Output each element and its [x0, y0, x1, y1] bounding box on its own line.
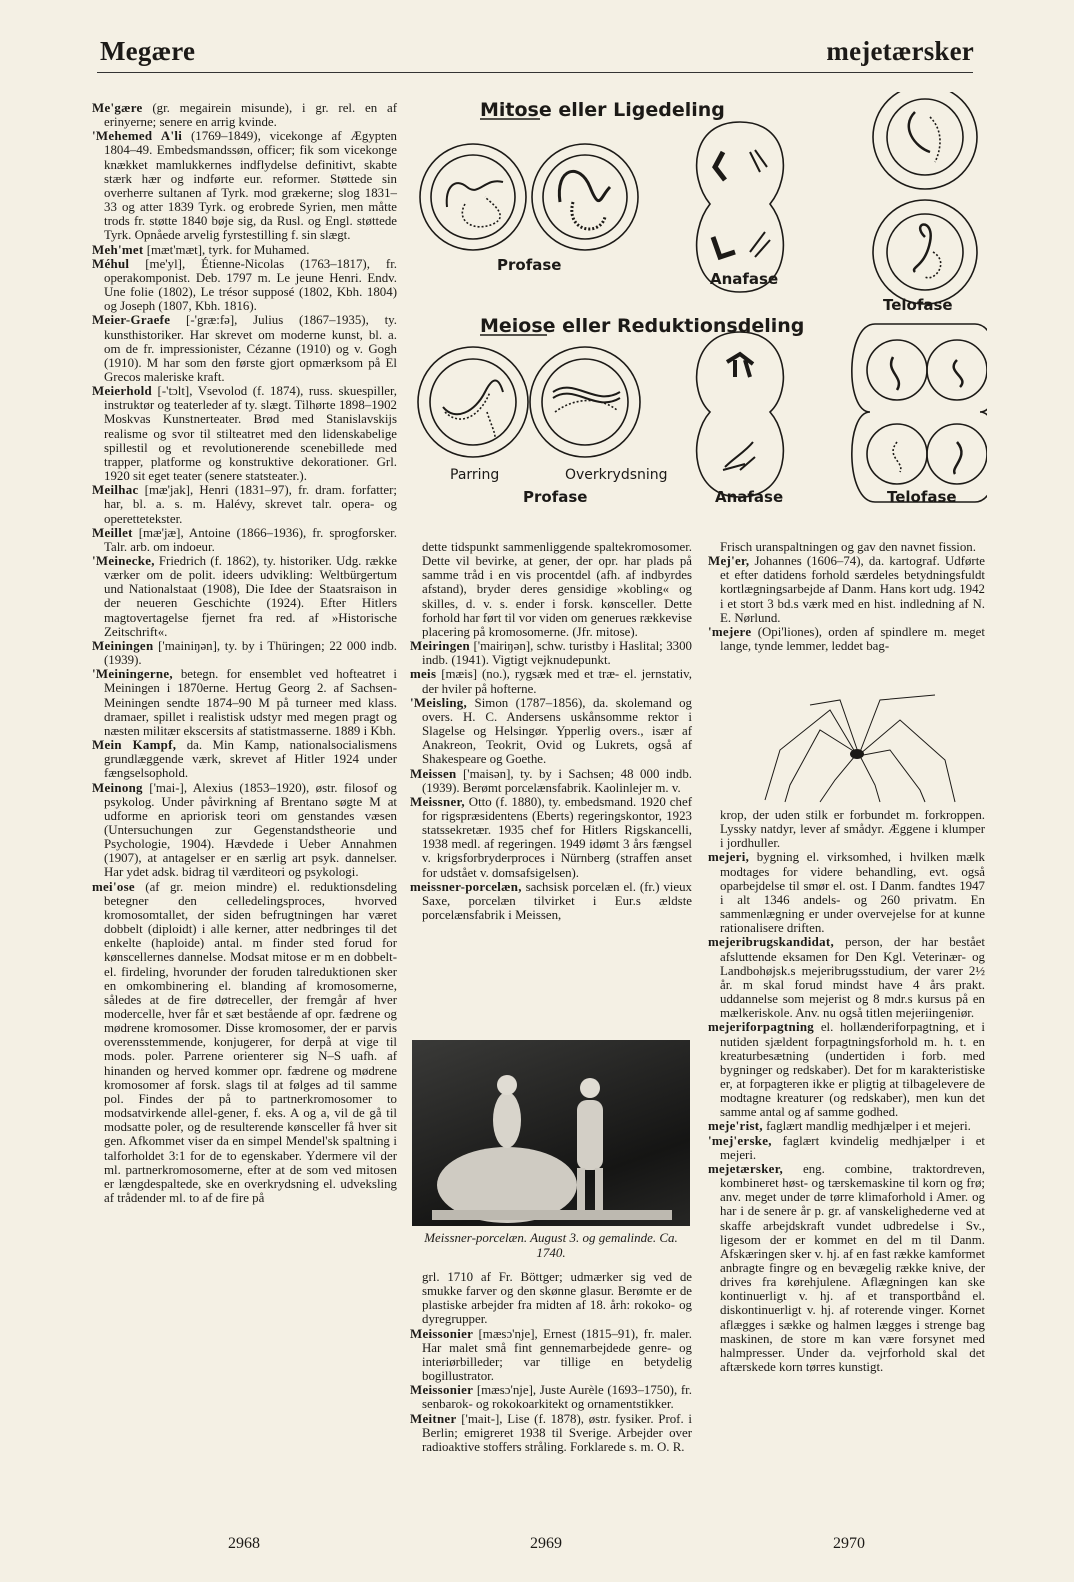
entry-body: [-'tɔlt], Vsevolod (f. 1874), russ. skuespiller, instruktør og teaterleder af ty. slægt. Tilhørte 1898–1902 Moskvas Kunstnerteater. Brød med Stanislavskijs realisme og svor til stilteatret med den lidenskabelige spillestil og et revolutionerende scenebillede med trapper, platforme og konstruktive dekorationer. Grl. 1920 sit eget teater (senere statsteater.).	[104, 384, 397, 484]
entry-headword: 'mejere	[708, 624, 752, 639]
entry-headword: Meissonier	[410, 1326, 474, 1341]
entry-continuation	[410, 1270, 692, 1327]
entry-continuation	[708, 540, 985, 554]
dictionary-entry	[708, 1162, 985, 1374]
entry-headword: Mej'er,	[708, 554, 750, 569]
page-number-middle: 2969	[530, 1535, 562, 1552]
entry-headword: mejetærsker,	[708, 1161, 784, 1176]
entry-headword: Me'gære	[92, 101, 143, 115]
entry-headword: Meissner,	[410, 794, 465, 809]
entry-headword: meissner-porcelæn,	[410, 879, 522, 894]
dictionary-entry	[92, 738, 397, 780]
entry-headword: Meiringen	[410, 639, 470, 654]
entry-headword: mejeriforpagtning	[708, 1020, 815, 1035]
mitosis-title: Mitose eller Ligedeling	[480, 99, 725, 121]
entry-body: bygning el. virksomhed, i hvilken mælk modtages for videre behandling, evt. også oparbejdelse til smør el. ost. I Danm. fandtes 1947 i alt 1346 andels- og 260 privatm. En sammenlægning er under overvejelse for at kunne rationalisere driften.	[720, 850, 985, 936]
entry-body: faglært mandlig medhjælper i et mejeri.	[762, 1119, 971, 1134]
entry-body: ['maisən], ty. by i Sachsen; 48 000 indb. (1939). Berømt porcelænsfabrik. Kaolinlejer m. v.	[422, 766, 692, 795]
entry-body: ['mai-], Alexius (1853–1920), østr. filosof og psykolog. Under påvirkning af Brentano søgte M at udforme en apriorisk teori om genstandes væsen (Untersuchungen zur Gegenstandstheorie und Psychologie, 1904). Hævdede i Ueber Annahmen (1907), at antagelser er en særlig art psyk. dannelser. Har ydet adsk. bidrag til værditeori og psykologi.	[104, 780, 397, 880]
meiosis-prophase-label: Profase	[523, 488, 588, 506]
dictionary-entry	[92, 101, 397, 129]
entry-body: [mæis] (no.), rygsæk med et træ- el. jernstativ, der hviler på hofterne.	[422, 667, 692, 696]
entry-headword: meis	[410, 667, 437, 682]
dictionary-entry	[92, 313, 397, 384]
column-1	[92, 101, 397, 1205]
entry-body: Simon (1787–1856), da. skolemand og overs. H. C. Andersens uskånsomme rektor i Slagelse og Helsingør. Ypperlig overs., især af Anakreon, Teokrit, Ovid og Lukrets, også af Shakespeare og Goethe.	[422, 695, 692, 767]
entry-body: [mæ'jæ], Antoine (1866–1936), fr. sprogforsker. Talr. arb. om indoeur.	[104, 525, 397, 554]
dictionary-entry	[410, 639, 692, 667]
dictionary-entry	[708, 1020, 985, 1119]
dictionary-entry	[92, 129, 397, 242]
entry-body: ['mairiŋən], schw. turistby i Haslital; 3300 indb. (1941). Vigtigt vejknudepunkt.	[422, 639, 692, 668]
dictionary-entry	[410, 667, 692, 695]
entry-headword: Meier-Graefe	[92, 313, 171, 328]
page-number-left: 2968	[228, 1535, 260, 1552]
entry-body: betegn. for ensemblet ved hofteatret i Meiningen i 1870erne. Hertug Georg 2. af Sachsen-Meiningen sendte 1874–90 M på turneer med klass. dramaer, spillet i realistisk udstyr med megen pragt og næsten militær ekscersits af statistmasserne. 1889 i Kbh.	[104, 667, 397, 738]
dictionary-entry	[92, 554, 397, 639]
entry-headword: Meinong	[92, 780, 143, 795]
dictionary-entry	[92, 781, 397, 880]
entry-body: ['mait-], Lise (f. 1878), østr. fysiker. Prof. i Berlin; emigreret 1938 til Sverige. Arbejder over radioaktive stoffers stråling. Forklarede s. m. O. R.	[422, 1411, 692, 1454]
dictionary-entry	[410, 1383, 692, 1411]
photo-caption: Meissner-porcelæn. August 3. og gemalinde. Ca. 1740.	[424, 1230, 678, 1260]
dictionary-entry	[410, 696, 692, 767]
dictionary-entry	[92, 526, 397, 554]
entry-headword: Meilhac	[92, 483, 139, 498]
entry-headword: meje'rist,	[708, 1119, 763, 1134]
entry-continuation	[708, 808, 985, 850]
entry-body: grl. 1710 af Fr. Böttger; udmærker sig ved de smukke farver og den skønne glasur. Berømte er de plastiske arbejder fra midten af 18. årh: rokoko- og dyregrupper.	[422, 1270, 692, 1327]
entry-body: Frisch uranspaltningen og gav den navnet fission.	[720, 540, 976, 554]
dictionary-entry	[708, 1134, 985, 1162]
entry-body: Friedrich (f. 1862), ty. historiker. Udg. række værker om de polit. ideers udvikling: Weltbürgertum und Nationalstaat (1908), Die Idee der Staatsraison in der neueren Geschichte (1924). Efter Hitlers magtovertagelse fjernet fra red. af »Historische Zeitschrift«.	[104, 554, 397, 639]
entry-headword: Meissen	[410, 766, 457, 781]
running-head-right: mejetærsker	[826, 36, 974, 66]
entry-body: [-'græ:fə], Julius (1867–1935), ty. kunsthistoriker. Har skrevet om moderne kunst, bl. a. om de fr. impressionister, Cézanne (1910) og v. Gogh (1910). M har som den første gjort opmærksom på El Grecos maleriske kraft.	[104, 313, 397, 384]
column-3-top	[708, 540, 985, 653]
meiosis-anaphase-label: Anafase	[715, 488, 784, 506]
dictionary-entry	[708, 1119, 985, 1133]
dictionary-entry	[92, 483, 397, 525]
dictionary-entry	[410, 767, 692, 795]
column-2-top	[410, 540, 692, 922]
cell-division-diagram	[405, 92, 987, 512]
dictionary-entry	[92, 384, 397, 483]
dictionary-entry	[92, 880, 397, 1206]
dictionary-entry	[708, 625, 985, 653]
mitosis-telophase-label: Telofase	[883, 296, 953, 314]
entry-body: el. hollænderiforpagtning, et i nutiden sjældent forpagtningsforhold m. h. t. en kreaturbesætning (undertiden i forb. med bygninger og redskaber). Det for m karakteristiske er, at forpagteren ikke er pligtig at tilbagelevere de modtagne kreaturer (og redskaber), men kun det samme antal og af samme godhed.	[720, 1020, 985, 1120]
entry-body: (Opi'liones), orden af spindlere m. meget lange, tynde lemmer, leddet bag-	[720, 624, 985, 654]
dictionary-entry	[92, 667, 397, 738]
entry-body: [mæ'jak], Henri (1831–97), fr. dram. forfatter; har, bl. a. s. m. Halévy, skrevet talr. opera- og operettetekster.	[104, 483, 397, 526]
entry-headword: Meissonier	[410, 1383, 474, 1398]
entry-headword: Meh'met	[92, 242, 144, 257]
entry-headword: Meiningen	[92, 638, 154, 653]
entry-headword: Méhul	[92, 256, 130, 271]
entry-body: krop, der uden stilk er forbundet m. forkroppen. Lyssky natdyr, lever af smådyr. Æggene i klumper i jordhuller.	[720, 808, 985, 851]
column-2-bottom	[410, 1270, 692, 1454]
porcelain-figurine-photo	[412, 1040, 690, 1226]
meiosis-title: Meiose eller Reduktionsdeling	[480, 315, 805, 337]
meiosis-telophase-label: Telofase	[887, 488, 957, 506]
dictionary-entry	[410, 880, 692, 922]
entry-headword: mejeribrugskandidat,	[708, 935, 834, 950]
entry-body: [mæt'mæt], tyrk. for Muhamed.	[143, 242, 310, 257]
header-rule	[97, 72, 973, 73]
entry-headword: 'Mehemed A'li	[92, 129, 183, 144]
entry-headword: Mein Kampf,	[92, 738, 177, 753]
entry-body: (af gr. meion mindre) el. reduktionsdeling betegner den celledelingsproces, hvorved kromosomtallet, der siden befrugtningen har været dobbelt (diploidt) i alle kerner, atter nedbringes til det enkelte (haploide) antal. m finder sted forud for kønscellernes dannelse. Modsat mitose er m en dobbelt- el. firdeling, hvorunder der foruden talreduktionen sker en omkombinering el. blanding af kromosomerne, således at de fire døtreceller, der fremgår af hver modercelle, hver får et sæt bestående af opr. fædrene og mødrene kromosomer. Disse kromosomer, der er parvis overensstemmende, konjugerer, for derpå at vige til mods. poler. Parrene orienterer sig N–S uafh. af hinanden og herved kommer opr. fædrene og mødrene kromosomer af forsk. slags til at følges ad til samme pol. Findes der på to partnerkromosomer to modsatvirkende allel-gener, f. eks. A og a, vil de gå til modsatte poler, og de resulterende kønsceller få hver sit gen. Afkommet viser da en simpel Mendel'sk spaltning i talforholdet 3:1 for de to egenskaber. Ydermere vil der ml. partnerkromosomerne, efter at de som ved mitosen er længdespaltede, ske en overkrydsning el. udveksling af trådender ml. to af de fire på	[104, 879, 397, 1206]
entry-body: [mæsɔ'nje], Ernest (1815–91), fr. maler. Har malet små fint gennemarbejdede genre- og interiørbilleder; var tillige en betydelig bogillustrator.	[422, 1326, 692, 1384]
dictionary-entry	[410, 1327, 692, 1384]
entry-body: [mæsɔ'nje], Juste Aurèle (1693–1750), fr. senbarok- og rokokoarkitekt og ornamentstikker.	[422, 1383, 692, 1412]
entry-headword: mejeri,	[708, 850, 750, 865]
entry-headword: Meillet	[92, 525, 133, 540]
entry-headword: 'Meiningerne,	[92, 667, 173, 682]
entry-body: [me'yl], Étienne-Nicolas (1763–1817), fr. operakomponist. Deb. 1797 m. Le jeune Henri. Endv. Une folie (1802), Le trésor supposé (1802, Kbh. 1804) og Joseph (1807, Kbh. 1816).	[104, 256, 397, 314]
entry-body: (gr. megairein misunde), i gr. rel. en af erinyerne; senere en arrig kvinde.	[104, 101, 397, 130]
entry-body: ['mainiŋən], ty. by i Thüringen; 22 000 indb. (1939).	[104, 638, 397, 668]
meiosis-crossing-over-label: Overkrydsning	[565, 467, 668, 483]
dictionary-entry	[410, 795, 692, 880]
entry-body: eng. combine, traktordreven, kombineret høst- og tærskemaskine til korn og frø; anv. meget under de tørre klimaforhold i Amer. og har i de senere år p. gr. af vanskelighederne ved at skaffe arbejdskraft vundet udbredelse i Sv., ligesom der er kommet en del m til Danm. Afskæringen sker v. hj. af en fast række kamformet anbragte fingre og en bevægelig række knive, der drives fra kørehjulene. Aflægningen kan ske kontinuerligt v. hj. af et transportbånd el. diskontinuerligt v. hj. af roterende vinger. Kornet aflægges i sække og halmen lægges i strenge bag maskinen, de store m kan være forsynet med halmpresser. Under da. vejrforhold skal det aftærskede korn tørres kunstigt.	[720, 1161, 985, 1375]
dictionary-entry	[92, 243, 397, 257]
entry-body: (1769–1849), vicekonge af Ægypten 1804–49. Embedsmandssøn, officer; fik som vicekonge knækket mamlukkernes indflydelse definitivt, skabte stærk hær og indførte eur. reformer. Støttede sin overherre sultanen af Tyrk. mod grækerne; slog 1831–33 og atter 1839 Tyrk. og erobrede Syrien, men måtte trods fr. støtte 1840 bøje sig, da Rusl. og Engl. støttede Tyrk. Opnåede arvelig fyrstestilling f. sin slægt.	[104, 129, 397, 243]
entry-headword: Meitner	[410, 1411, 457, 1426]
entry-headword: 'Meinecke,	[92, 554, 155, 568]
entry-body: Johannes (1606–74), da. kartograf. Udførte et efter datidens forhold særdeles betydningsfuldt kortlægningsarbejde af Danm. Hans kort udg. 1942 i et stort 3 bd.s værk med en hist. indledning af N. E. Nørlund.	[720, 554, 985, 625]
entry-continuation	[410, 540, 692, 639]
entry-body: dette tidspunkt sammenliggende spaltekromosomer. Dette vil bevirke, at gener, der opr. har plads på samme tråd i en vis procentdel (afh. af indbyrdes afstand), bryder deres gensidige »kobling« og skilles, d. v. s. ender i forsk. kønsceller. Dette forhold har ført til vor viden om generues rækkevise placering på kromosomerne. (Jfr. mitose).	[422, 540, 692, 639]
mitosis-anaphase-label: Anafase	[710, 270, 779, 288]
dictionary-entry	[708, 554, 985, 625]
dictionary-entry	[708, 850, 985, 935]
harvestman-illustration	[760, 690, 960, 805]
column-3-bottom	[708, 808, 985, 1374]
dictionary-entry	[92, 257, 397, 314]
mitosis-prophase-label: Profase	[497, 256, 562, 274]
entry-body: person, der har bestået afsluttende eksamen for Den Kgl. Veterinær- og Landbohøjsk.s mejeribrugsstudium, der varer 2½ år. m skal forud mindst have 4 års prakt. uddannelse som mejerist og 8 mdr.s kursus på en mælkeriskole. Anv. nu også titlen mejeriingeniør.	[720, 935, 985, 1021]
entry-body: sachsisk porcelæn el. (fr.) vieux Saxe, porcelæn tilvirket i Eur.s ældste porcelænsfabrik i Meissen,	[422, 879, 692, 923]
meiosis-pairing-label: Parring	[450, 467, 500, 483]
dictionary-entry	[410, 1412, 692, 1454]
entry-body: Otto (f. 1880), ty. embedsmand. 1920 chef for rigspræsidentens (Eberts) regeringskontor, 1923 statssekretær. 1935 chef for Hitlers Rigskancelli, 1938 medl. af regeringen. 1949 idømt 3 års fængsel v. krigsforbryderproces i Nürnberg (straffen anset for udstået v. domsafsigelsen).	[422, 794, 692, 880]
page-number-right: 2970	[833, 1535, 865, 1552]
entry-body: faglært kvindelig medhjælper i et mejeri.	[720, 1133, 985, 1162]
entry-headword: 'Meisling,	[410, 695, 468, 710]
entry-headword: 'mej'erske,	[708, 1133, 772, 1148]
entry-headword: mei'ose	[92, 879, 135, 894]
running-head-left: Megære	[100, 36, 196, 66]
dictionary-entry	[708, 935, 985, 1020]
entry-body: da. Min Kamp, nationalsocialismens grundlæggende værk, skrevet af Hitler 1924 under fængselsophold.	[104, 738, 397, 781]
entry-headword: Meierhold	[92, 384, 152, 399]
dictionary-entry	[92, 639, 397, 667]
